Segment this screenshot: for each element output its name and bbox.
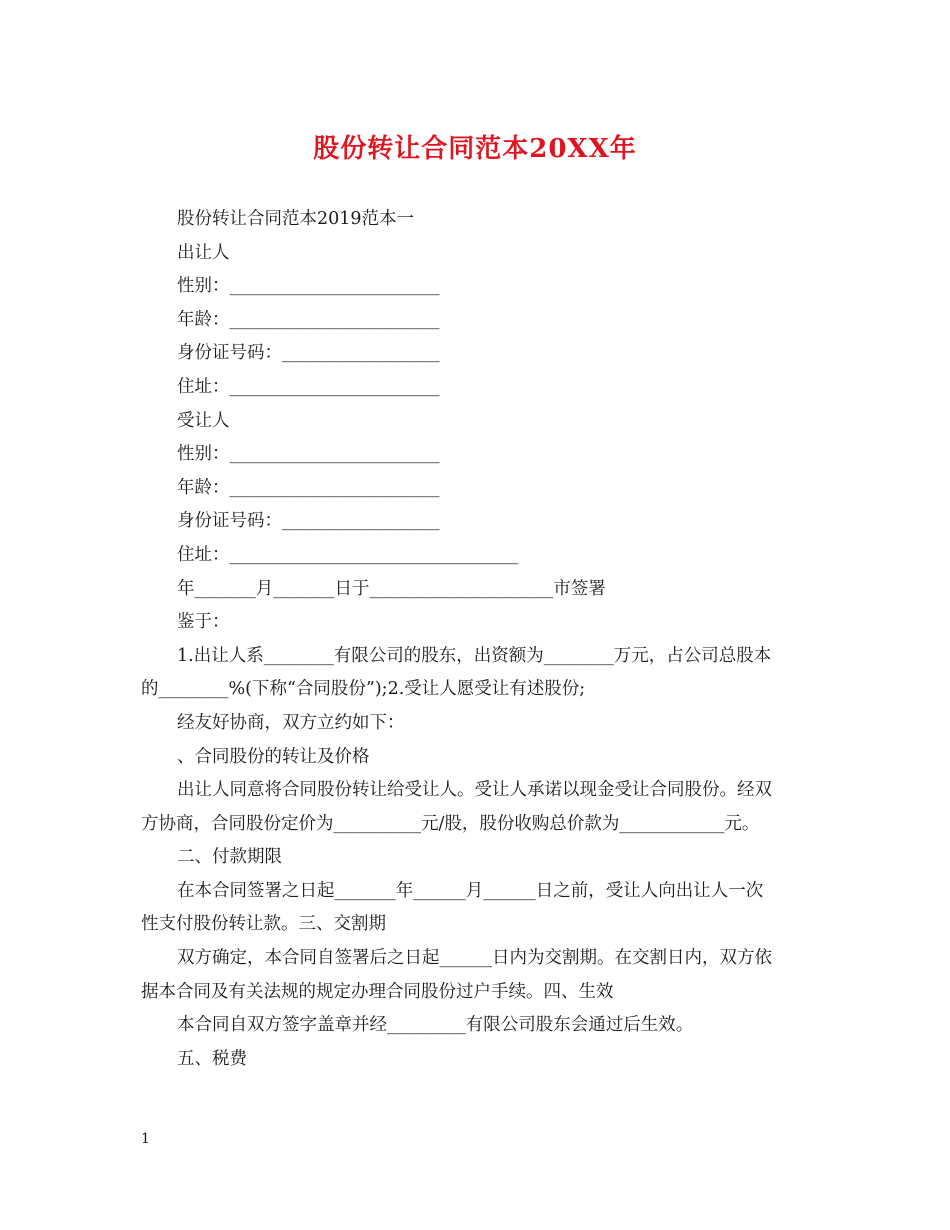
section-heading: 五、税费 (177, 1048, 247, 1069)
transferee-id-field: 身份证号码：__________________ (177, 511, 440, 532)
paragraph-text: 的________%(下称“合同股份”);2.受让人愿受让有述股份; (141, 679, 586, 700)
section-heading-version: 股份转让合同范本2019范本一 (177, 209, 415, 229)
transferee-age-field: 年龄：________________________ (177, 477, 440, 498)
paragraph-text: 在本合同签署之日起_______年______月______日之前，受让人向出让人一次 (177, 880, 764, 901)
transferor-id-field: 身份证号码：__________________ (177, 343, 440, 364)
transferor-address-field: 住址：________________________ (177, 376, 440, 397)
transferor-age-field: 年龄：________________________ (177, 309, 440, 330)
transferee-gender-field: 性别：________________________ (177, 444, 440, 465)
paragraph-text: 经友好协商，双方立约如下： (177, 712, 405, 733)
paragraph-text: 出让人同意将合同股份转让给受让人。受让人承诺以现金受让合同股份。经双 (177, 780, 772, 801)
document-title: 股份转让合同范本20XX年 (313, 134, 637, 164)
section-heading: 二、付款期限 (177, 847, 282, 868)
transferee-address-field: 住址：_________________________________ (177, 544, 519, 565)
transferor-gender-field: 性别：________________________ (177, 276, 440, 297)
paragraph-text: 双方确定，本合同自签署后之日起______日内为交割期。在交割日内，双方依 (177, 948, 772, 969)
paragraph-text: 方协商，合同股份定价为__________元/股，股份收购总价款为____________元。 (141, 813, 760, 834)
page-number: 1 (141, 1131, 150, 1147)
transferor-heading: 出让人 (177, 242, 230, 263)
transferee-heading: 受让人 (177, 410, 230, 431)
paragraph-text: 性支付股份转让款。三、交割期 (141, 914, 386, 935)
paragraph-text: 据本合同及有关法规的规定办理合同股份过户手续。四、生效 (141, 981, 614, 1002)
paragraph-text: 本合同自双方签字盖章并经_________有限公司股东会通过后生效。 (177, 1015, 694, 1036)
section-heading: 、合同股份的转让及价格 (177, 746, 370, 767)
document-body (141, 203, 811, 1076)
whereas-heading: 鉴于： (177, 612, 230, 633)
paragraph-text: 1.出让人系________有限公司的股东，出资额为________万元，占公司总股本 (177, 645, 772, 666)
signing-date-place: 年_______月_______日于_____________________市签署 (177, 578, 606, 599)
